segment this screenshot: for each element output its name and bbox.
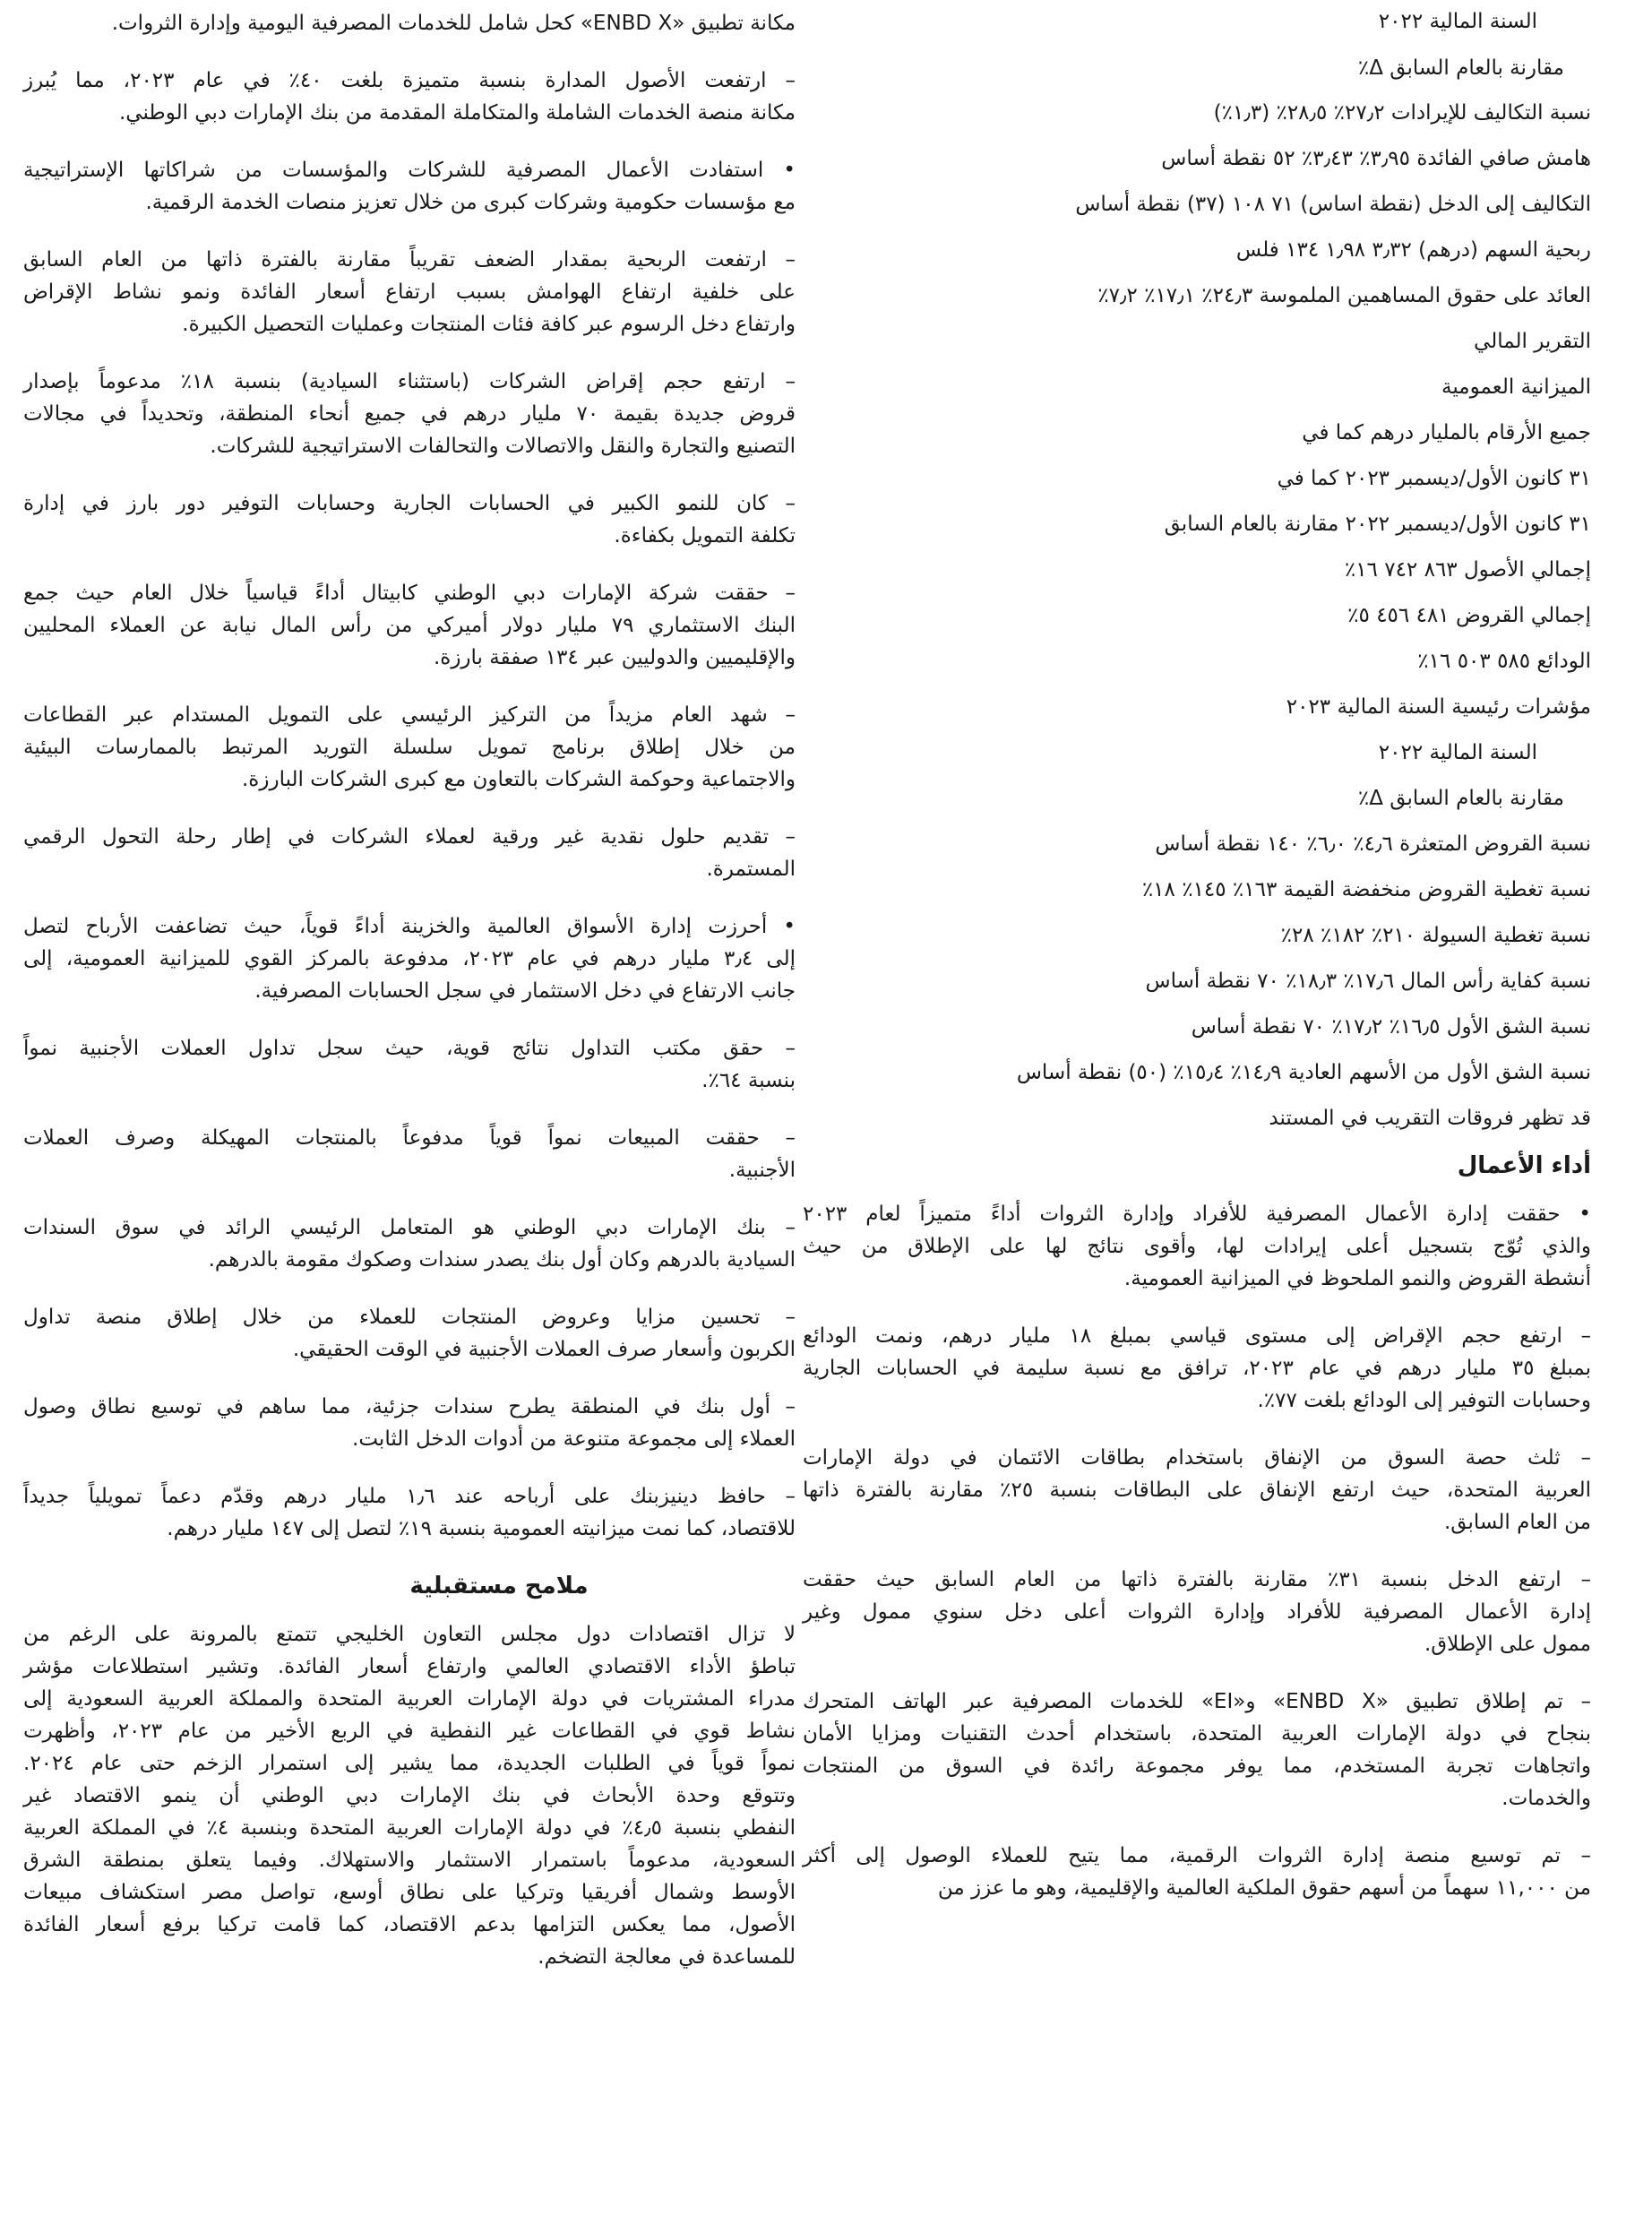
outlook-line: مدراء المشتريات في دولة الإمارات العربية المتحدة والمملكة العربية السعودية إلى	[23, 1687, 796, 1711]
paragraph-line: بنسبة ٦٤٪.	[701, 1069, 796, 1092]
kpi-row-cost-of-risk: التكاليف إلى الدخل (نقطة اساس) ٧١ ١٠٨ (٣٧) نقطة أساس	[1075, 193, 1591, 216]
kpi-row-cost-income: نسبة التكاليف للإيرادات ٢٧٫٢٪ ٢٨٫٥٪ (١٫٣٪)	[1213, 101, 1591, 125]
paragraph-line: أنشطة القروض والنمو الملحوظ في الميزانية العمومية.	[1123, 1267, 1591, 1290]
paragraph-line: – حافظ دينيزبنك على أرباحه عند ١٫٦ مليار درهم وقدّم دعماً تمويلياً جديداً	[23, 1485, 796, 1508]
paragraph-line: السيادية بالدرهم وكان أول بنك يصدر سندات وصكوك مقومة بالدرهم.	[208, 1248, 796, 1272]
paragraph	[23, 1122, 796, 1186]
paragraph-line: للاقتصاد، كما نمت ميزانيته العمومية بنسبة ١٩٪ لتصل إلى ١٤٧ مليار درهم.	[167, 1517, 796, 1540]
paragraph-line: – ارتفع حجم الإقراض إلى مستوى قياسي بمبلغ ١٨ مليار درهم، ونمت الودائع	[803, 1324, 1592, 1348]
right-column	[803, 7, 1591, 1929]
ratio-row-cet1: نسبة الشق الأول من الأسهم العادية ١٤٫٩٪ ١٥٫٤٪ (٥٠) نقطة أساس	[1016, 1061, 1591, 1084]
paragraph-line: – حققت المبيعات نمواً قوياً مدفوعاً بالمنتجات المهيكلة وصرف العملات	[23, 1126, 796, 1150]
paragraph-line: والخدمات.	[1501, 1787, 1591, 1810]
paragraph	[23, 577, 796, 674]
paragraph-line: – تقديم حلول نقدية غير ورقية لعملاء الشركات في إطار رحلة التحول الرقمي	[23, 825, 796, 849]
paragraph-line: • أحرزت إدارة الأسواق العالمية والخزينة أداءً قوياً، حيث تضاعفت الأرباح لتصل	[23, 915, 796, 938]
outlook-line: الأصول، مما يعكس التزامها بدعم الاقتصاد، كما قامت تركيا برفع أسعار الفائدة	[23, 1913, 796, 1936]
paragraph-line: تكلفة التمويل بكفاءة.	[614, 524, 796, 547]
paragraph	[803, 1442, 1591, 1539]
outlook-line: تباطؤ الأداء الاقتصادي العالمي وارتفاع أسعار الفائدة. وتشير استطلاعات مؤشر	[23, 1655, 796, 1678]
paragraph	[23, 699, 796, 796]
left-column	[23, 7, 796, 1998]
paragraph	[23, 244, 796, 341]
paragraph-line: الكربون وأسعار صرف العملات الأجنبية في الوقت الحقيقي.	[292, 1338, 796, 1361]
paragraph-line: – ثلث حصة السوق من الإنفاق باستخدام بطاقات الائتمان في دولة الإمارات	[803, 1446, 1591, 1470]
paragraph-line: من ١١,٠٠٠ سهماً من أسهم حقوق الملكية العالمية والإقليمية، وهو ما عزز من	[937, 1876, 1591, 1900]
paragraph-line: على خلفية ارتفاع الهوامش بسبب ارتفاع أسعار الفائدة ونمو نشاط الإقراض	[23, 280, 796, 304]
paragraph	[23, 65, 796, 129]
ratio-row-tier1: نسبة الشق الأول ١٦٫٥٪ ١٧٫٢٪ ٧٠ نقطة أساس	[1191, 1015, 1591, 1039]
outlook-line: لا تزال اقتصادات دول مجلس التعاون الخليجي تتمتع بالمرونة على الرغم من	[23, 1623, 796, 1646]
paragraph-line: جانب الارتفاع في دخل الاستثمار في سجل الحسابات المصرفية.	[254, 979, 796, 1003]
paragraph	[23, 1032, 796, 1097]
paragraph	[803, 1320, 1591, 1417]
kpi-change-label: مقارنة بالعام السابق Δ٪	[1357, 56, 1564, 80]
date-2022: ٣١ كانون الأول/ديسمبر ٢٠٢٢ مقارنة بالعام السابق	[1164, 513, 1591, 536]
paragraph-line: من العام السابق.	[1443, 1511, 1591, 1534]
outlook-line: الأوسط وشمال أفريقيا وتركيا على نطاق أوسع، تواصل مصر استكشاف مبيعات	[23, 1881, 796, 1904]
paragraph-line: قروض جديدة بقيمة ٧٠ مليار درهم في جميع أنحاء المنطقة، وتحديداً في مجالات	[23, 402, 796, 426]
paragraph	[23, 7, 796, 39]
date-2023: ٣١ كانون الأول/ديسمبر ٢٠٢٣ كما في	[1277, 467, 1591, 490]
paragraph	[23, 910, 796, 1007]
paragraph	[23, 1301, 796, 1366]
outlook-line: نمواً قوياً في الطلبات الجديدة، مما يشير إلى استمرار الزخم حتى عام ٢٠٢٤.	[23, 1752, 796, 1775]
paragraph	[23, 821, 796, 885]
paragraph	[23, 366, 796, 462]
paragraph-line: – ارتفع الدخل بنسبة ٣١٪ مقارنة بالفترة ذاتها من العام السابق حيث حققت	[803, 1568, 1591, 1591]
paragraph-line: بمبلغ ٣٥ مليار درهم في عام ٢٠٢٣، ترافق مع نسبة سليمة في الحسابات الجارية	[803, 1357, 1591, 1380]
paragraph-line: الأجنبية.	[728, 1159, 796, 1182]
paragraph-line: – تحسين مزايا وعروض المنتجات للعملاء من خلال إطلاق منصة تداول	[23, 1306, 796, 1329]
outlook-line: وتتوقع وحدة الأبحاث في بنك الإمارات دبي الوطني أن ينمو الاقتصاد غير	[23, 1784, 796, 1807]
paragraph-line: بنجاح في دولة الإمارات العربية المتحدة، باستخدام أحدث التقنيات ومزايا الأمان	[803, 1722, 1591, 1746]
ratio-row-lcr: نسبة تغطية السيولة ٢١٠٪ ١٨٢٪ ٢٨٪	[1280, 924, 1591, 947]
paragraph	[23, 1211, 796, 1276]
paragraph-line: مع مؤسسات حكومية وشركات كبرى من خلال تعزيز منصات الخدمة الرقمية.	[145, 191, 796, 214]
paragraph	[23, 487, 796, 552]
balance-row-deposits: الودائع ٥٨٥ ٥٠٣ ١٦٪	[1417, 650, 1591, 673]
paragraph-line: ممول على الإطلاق.	[1424, 1633, 1591, 1656]
paragraph-line: العملاء إلى مجموعة متنوعة من أدوات الدخل الثابت.	[352, 1427, 796, 1451]
key-indicators-title: مؤشرات رئيسية السنة المالية ٢٠٢٣	[1286, 695, 1591, 719]
ratio-row-coverage: نسبة تغطية القروض منخفضة القيمة ١٦٣٪ ١٤٥٪ ١٨٪	[1141, 878, 1591, 901]
paragraph-line: – كان للنمو الكبير في الحسابات الجارية وحسابات التوفير دور بارز في إدارة	[23, 492, 796, 515]
paragraph-line: – أول بنك في المنطقة يطرح سندات جزئية، مما ساهم في توسيع نطاق وصول	[23, 1395, 796, 1418]
outlook-heading: ملامح مستقبلية	[409, 1573, 589, 1599]
paragraph	[23, 1480, 796, 1545]
business-paragraphs	[803, 1198, 1591, 1904]
paragraph	[803, 1840, 1591, 1904]
balance-row-loans: إجمالي القروض ٤٨١ ٤٥٦ ٥٪	[1347, 604, 1591, 627]
paragraph-line: – ارتفعت الأصول المدارة بنسبة متميزة بلغت ٤٠٪ في عام ٢٠٢٣، مما يُبرز	[23, 69, 796, 92]
ratios-change-label: مقارنة بالعام السابق Δ٪	[1357, 787, 1564, 810]
outlook-line: نشاط قوي في القطاعات غير النفطية في الربع الأخير من عام ٢٠٢٣، وأظهرت	[23, 1720, 796, 1743]
paragraph-line: – شهد العام مزيداً من التركيز الرئيسي على التمويل المستدام عبر القطاعات	[23, 703, 796, 727]
paragraph-line: وارتفاع دخل الرسوم عبر كافة فئات المنتجات وعمليات التحصيل الكبيرة.	[182, 313, 796, 336]
paragraph	[23, 1391, 796, 1455]
paragraph-line: التصنيع والتجارة والنقل والاتصالات والتحالفات الاستراتيجية للشركات.	[210, 435, 796, 458]
paragraph	[803, 1198, 1591, 1295]
kpi-year-2022: السنة المالية ٢٠٢٢	[1378, 10, 1537, 33]
outlook-paragraph	[23, 1618, 796, 1973]
paragraph-line: • حققت إدارة الأعمال المصرفية للأفراد وإدارة الثروات أداءً متميزاً لعام ٢٠٢٣	[803, 1203, 1591, 1226]
paragraph-line: – حققت شركة الإمارات دبي الوطني كابيتال أداءً قياسياً خلال العام حيث جمع	[23, 582, 796, 605]
paragraph	[803, 1564, 1591, 1660]
business-performance-heading: أداء الأعمال	[1457, 1152, 1591, 1179]
paragraph	[23, 154, 796, 219]
balance-sheet-title: الميزانية العمومية	[1441, 375, 1591, 399]
ratio-row-car: نسبة كفاية رأس المال ١٧٫٦٪ ١٨٫٣٪ ٧٠ نقطة أساس	[1145, 970, 1591, 993]
paragraph-line: والاجتماعية وحوكمة الشركات بالتعاون مع كبرى الشركات البارزة.	[242, 768, 796, 791]
paragraph-line: – تم إطلاق تطبيق «ENBD X» و«EI» للخدمات المصرفية عبر الهاتف المتحرك	[803, 1690, 1591, 1713]
paragraph-line: إلى ٣٫٤ مليار درهم في عام ٢٠٢٣، مدفوعة بالمركز القوي للميزانية العمومية، إلى	[23, 947, 796, 970]
kpi-row-nim: هامش صافي الفائدة ٣٫٩٥٪ ٣٫٤٣٪ ٥٢ نقطة أساس	[1161, 147, 1591, 170]
paragraph-line: واتجاهات تجربة المستخدم، مما يوفر مجموعة رائدة في السوق من المنتجات	[803, 1754, 1591, 1778]
paragraph-line: من خلال إطلاق برنامج تمويل سلسلة التوريد المرتبط بالممارسات البيئية	[23, 736, 796, 759]
currency-note: جميع الأرقام بالمليار درهم كما في	[1302, 421, 1591, 444]
ratios-year-2022: السنة المالية ٢٠٢٢	[1378, 741, 1537, 764]
paragraph-line: المستمرة.	[706, 858, 796, 881]
financial-report-title: التقرير المالي	[1474, 330, 1591, 353]
paragraph-line: إدارة الأعمال المصرفية للأفراد وإدارة الثروات أعلى دخل سنوي ممول وغير	[803, 1600, 1591, 1624]
paragraph-line: مكانة منصة الخدمات الشاملة والمتكاملة المقدمة من بنك الإمارات دبي الوطني.	[118, 101, 796, 125]
paragraph-line: – ارتفع حجم إقراض الشركات (باستثناء السيادية) بنسبة ١٨٪ مدعوماً بإصدار	[23, 370, 796, 393]
paragraph-line: مكانة تطبيق «ENBD X» كحل شامل للخدمات المصرفية اليومية وإدارة الثروات.	[111, 12, 796, 35]
paragraph-line: العربية المتحدة، حيث ارتفع الإنفاق على البطاقات بنسبة ٢٥٪ مقارنة بالفترة ذاتها	[803, 1479, 1591, 1502]
paragraph	[803, 1686, 1591, 1815]
outlook-line: للمساعدة في معالجة التضخم.	[538, 1945, 796, 1969]
paragraph-line: – بنك الإمارات دبي الوطني هو المتعامل الرئيسي الرائد في سوق السندات	[23, 1216, 796, 1239]
rounding-note: قد تظهر فروقات التقريب في المستند	[1269, 1107, 1591, 1130]
kpi-row-rote: العائد على حقوق المساهمين الملموسة ٢٤٫٣٪ ١٧٫١٪ ٧٫٢٪	[1097, 284, 1591, 307]
paragraph-line: • استفادت الأعمال المصرفية للشركات والمؤسسات من شراكاتها الإستراتيجية	[23, 159, 796, 182]
kpi-row-eps: ربحية السهم (درهم) ٣٫٣٢ ١٫٩٨ ١٣٤ فلس	[1235, 238, 1591, 262]
outlook-line: السعودية، مدعوماً باستمرار الاستثمار والاستهلاك. وفيما يتعلق بمنطقة الشرق	[23, 1849, 796, 1872]
paragraph-line: البنك الاستثماري ٧٩ مليار دولار أميركي من رأس المال نيابة عن العملاء المحليين	[23, 614, 796, 637]
ratio-row-npl: نسبة القروض المتعثرة ٤٫٦٪ ٦٫٠٪ ١٤٠ نقطة أساس	[1155, 832, 1591, 856]
paragraph-line: والإقليميين والدوليين عبر ١٣٤ صفقة بارزة.	[433, 646, 796, 669]
paragraph-line: – تم توسيع منصة إدارة الثروات الرقمية، مما يتيح للعملاء الوصول إلى أكثر	[803, 1844, 1591, 1867]
paragraph-line: والذي تُوّج بتسجيل أعلى إيرادات لها، وأقوى نتائج لها على الإطلاق من حيث	[803, 1235, 1591, 1258]
left-paragraphs	[23, 7, 796, 1545]
paragraph-line: – ارتفعت الربحية بمقدار الضعف تقريباً مقارنة بالفترة ذاتها من العام السابق	[23, 248, 796, 272]
paragraph-line: – حقق مكتب التداول نتائج قوية، حيث سجل تداول العملات الأجنبية نمواً	[23, 1037, 796, 1060]
paragraph-line: وحسابات التوفير إلى الودائع بلغت ٧٧٪.	[1257, 1389, 1591, 1412]
outlook-line: النفطي بنسبة ٤٫٥٪ في دولة الإمارات العربية المتحدة وبنسبة ٤٪ في المملكة العربية	[23, 1816, 796, 1840]
balance-row-assets: إجمالي الأصول ٨٦٣ ٧٤٢ ١٦٪	[1344, 558, 1591, 582]
